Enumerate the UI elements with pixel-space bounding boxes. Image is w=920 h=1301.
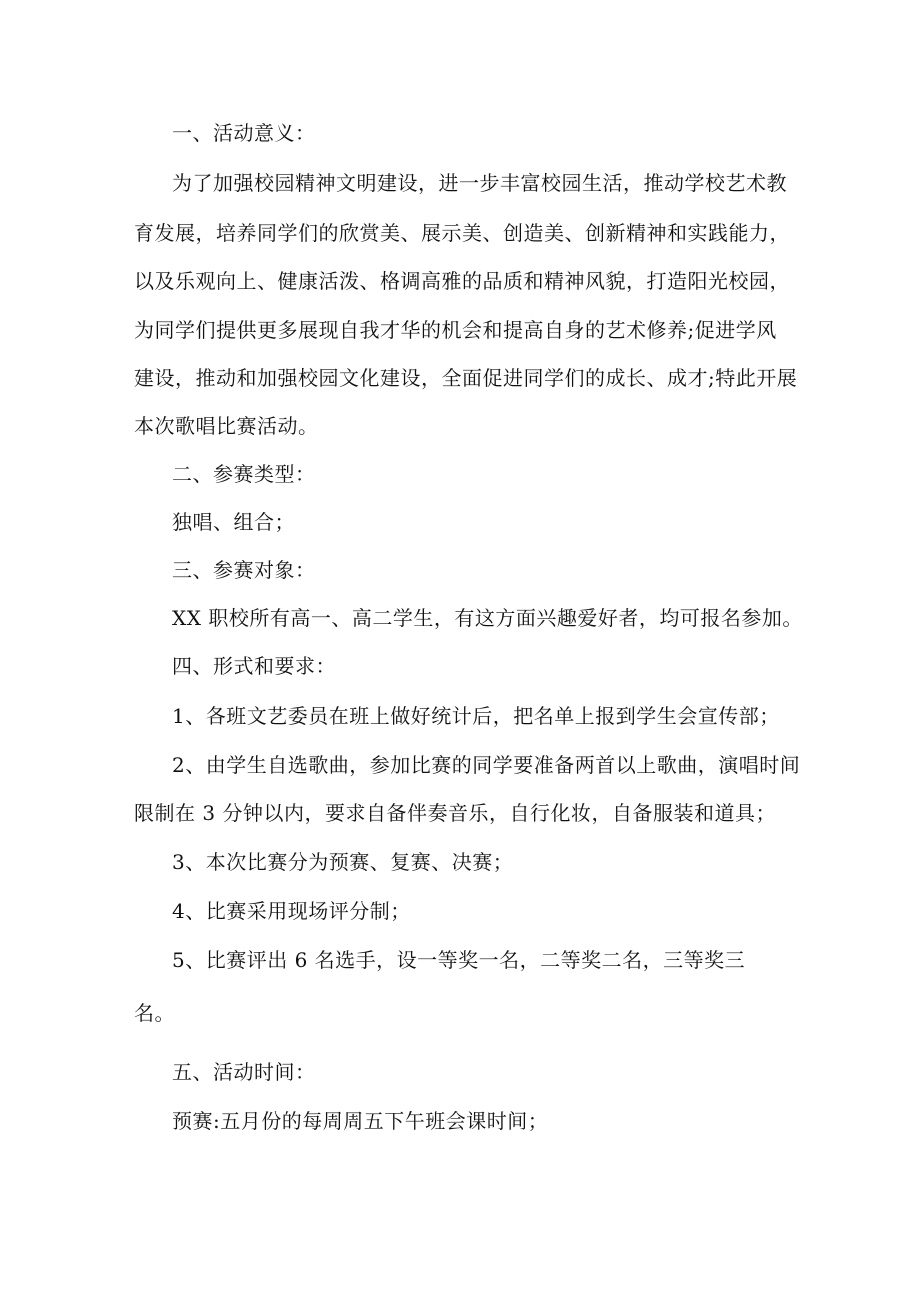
paragraph-line: 预赛:五月份的每周周五下午班会课时间； — [172, 1109, 549, 1133]
heading-activity-time: 五、活动时间： — [172, 1060, 316, 1084]
heading-participants: 三、参赛对象： — [172, 558, 316, 582]
paragraph-line: 为了加强校园精神文明建设，进一步丰富校园生活，推动学校艺术教 — [172, 171, 787, 195]
paragraph-line: 本次歌唱比赛活动。 — [134, 414, 319, 438]
paragraph-line: XX 职校所有高一、高二学生，有这方面兴趣爱好者，均可报名参加。 — [172, 606, 803, 630]
paragraph-line: 名。 — [134, 1001, 175, 1025]
list-item: 3、本次比赛分为预赛、复赛、决赛； — [172, 850, 514, 874]
paragraph-line: 育发展，培养同学们的欣赏美、展示美、创造美、创新精神和实践能力， — [134, 221, 790, 245]
heading-entry-types: 二、参赛类型： — [172, 462, 316, 486]
paragraph-line: 以及乐观向上、健康活泼、格调高雅的品质和精神风貌，打造阳光校园， — [134, 269, 790, 293]
paragraph-line: 为同学们提供更多展现自我才华的机会和提高自身的艺术修养;促进学风 — [134, 318, 777, 342]
heading-activity-significance: 一、活动意义： — [172, 121, 316, 145]
list-item: 2、由学生自选歌曲，参加比赛的同学要准备两首以上歌曲，演唱时间 — [172, 753, 801, 777]
list-item: 5、比赛评出 6 名选手，设一等奖一名，二等奖二名，三等奖三 — [172, 948, 746, 972]
paragraph-line: 限制在 3 分钟以内，要求自备伴奏音乐，自行化妆，自备服装和道具； — [134, 801, 776, 825]
heading-format-requirements: 四、形式和要求： — [172, 654, 336, 678]
paragraph-line: 建设，推动和加强校园文化建设，全面促进同学们的成长、成才;特此开展 — [134, 366, 798, 390]
list-item: 4、比赛采用现场评分制； — [172, 899, 411, 923]
paragraph-line: 独唱、组合； — [172, 510, 295, 534]
list-item: 1、各班文艺委员在班上做好统计后，把名单上报到学生会宣传部； — [172, 704, 780, 728]
